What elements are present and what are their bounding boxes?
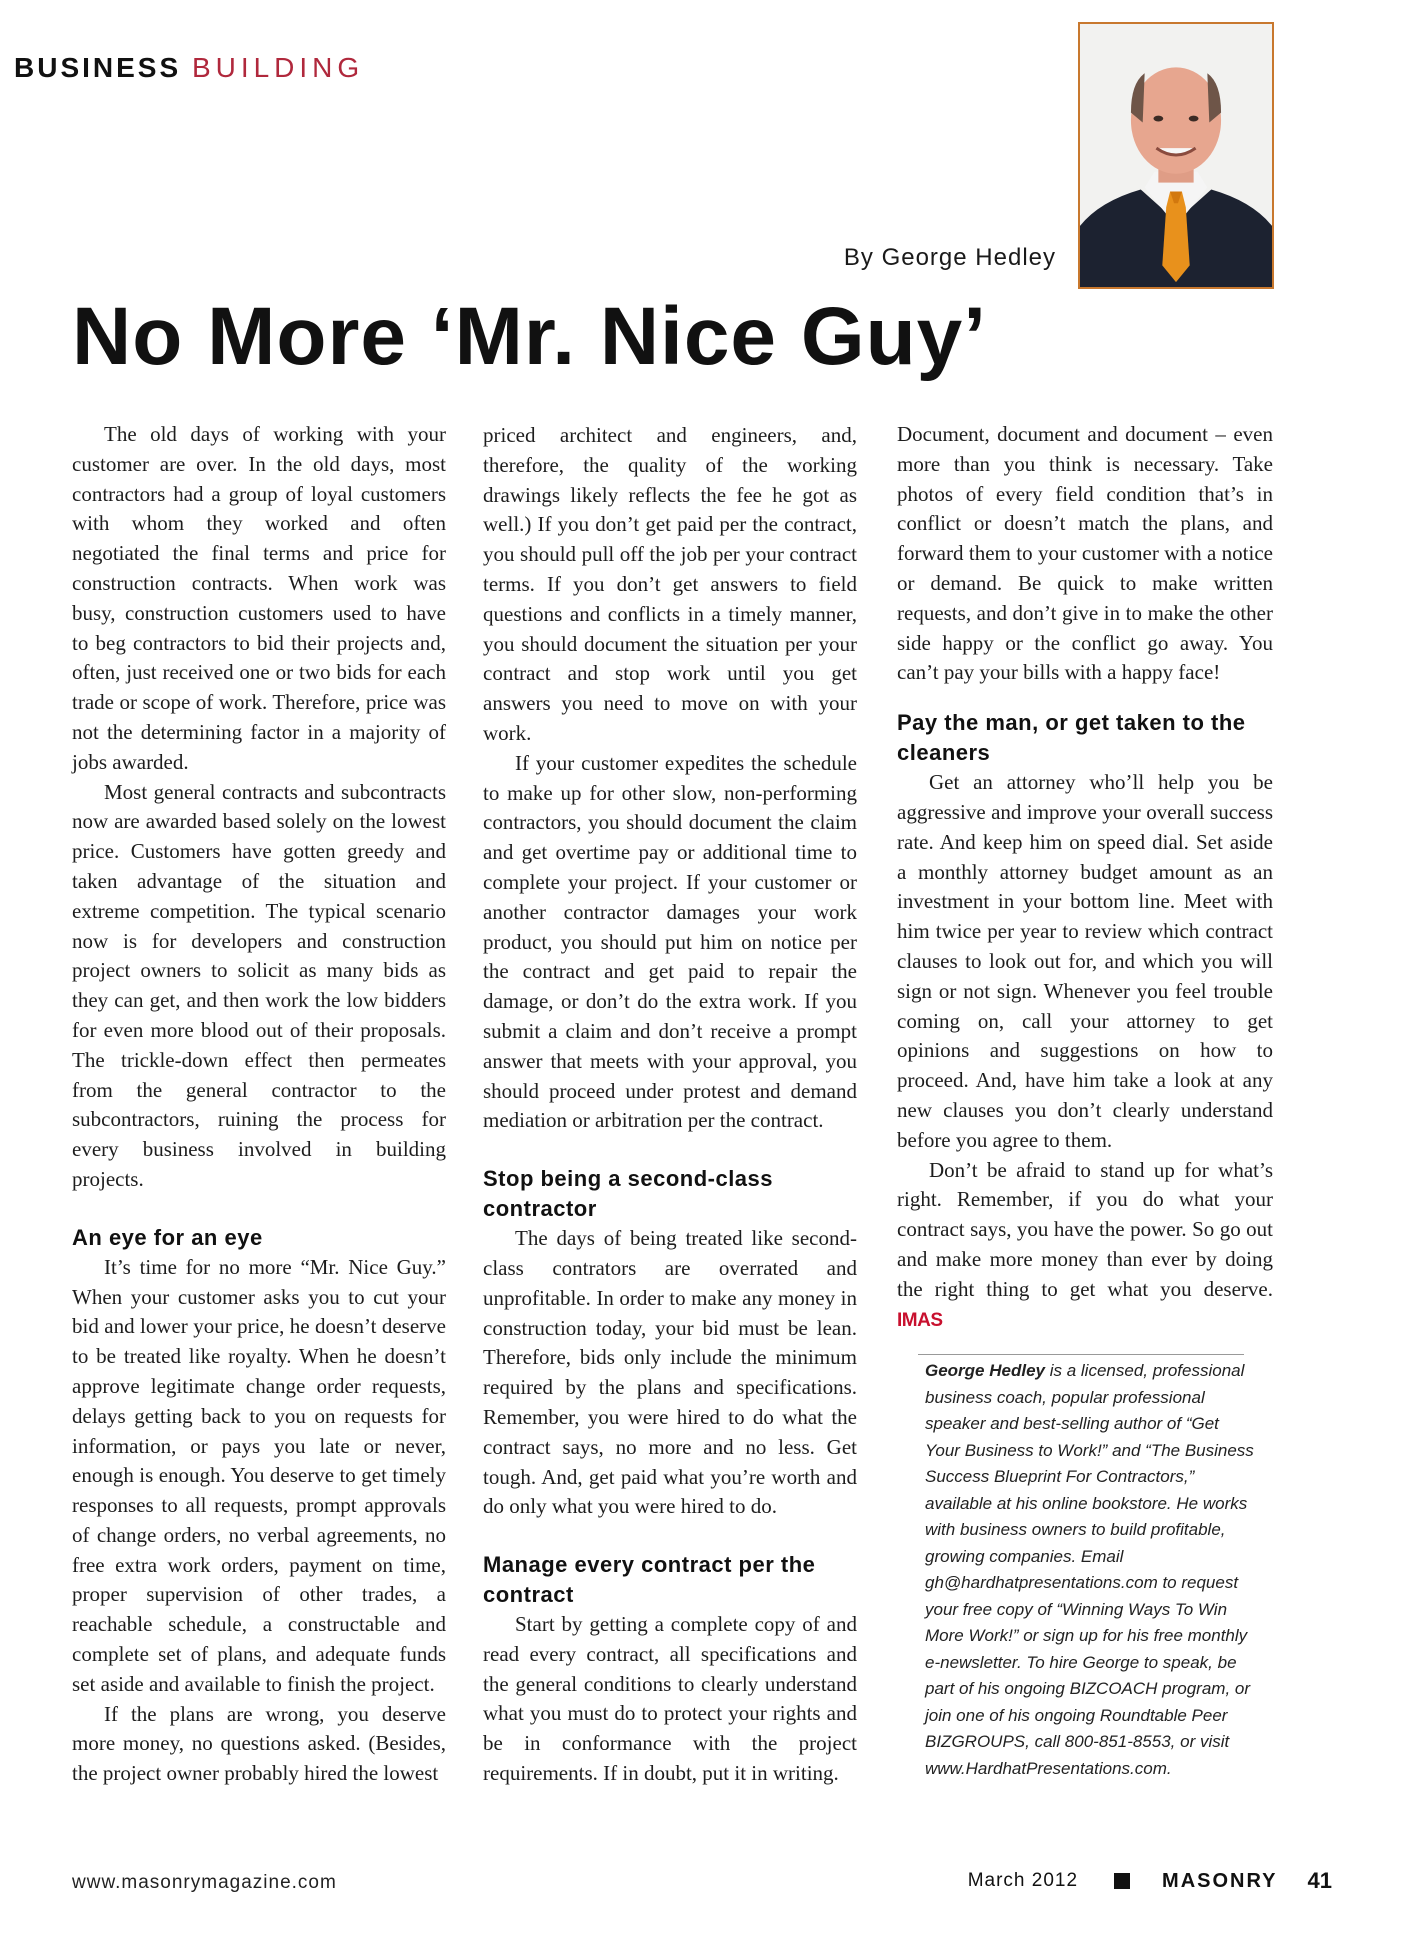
bio-text: is a licensed, professional business coach, popular professional speaker and best-selling author of “Get Your Business to Work!” and “The Business Success Blueprint For Contractors,” available at his online bookstore. He works with business owners to build profitable, growing companies. Email gh@hardhatpresentations.com to request your free copy of “Winning Ways To Win More Work!” or sign up for his free monthly e-newsletter. To hire George to speak, be part of his ongoing BIZCOACH program, or join one of his ongoing Roundtable Peer BIZGROUPS, call 800-851-8553, or visit www.HardhatPresentations.com.: [925, 1361, 1254, 1778]
square-separator-icon: [1114, 1873, 1130, 1889]
magazine-name: MASONRY: [1162, 1869, 1278, 1892]
bio-divider: [918, 1354, 1244, 1355]
closing-text: Don’t be afraid to stand up for what’s right. Remember, if you do what your contract says, you have the power. So go out and make more money than ever by doing the right thing to get what you deserve.: [897, 1157, 1273, 1301]
paragraph: Most general contracts and subcontracts now are awarded based solely on the lowest price. Customers have gotten greedy and taken advantage of the situation and extreme competition. The typical scenario now is for developers and construction project owners to solicit as many bids as they can get, and then work the low bidders for even more blood out of their proposals. The trickle-down effect then permeates from the general contractor to the subcontractors, ruining the process for every business involved in building projects.: [72, 779, 446, 1191]
column-2: [483, 421, 857, 1789]
author-photo: [1078, 22, 1274, 289]
column-1: [72, 420, 446, 1789]
byline: By George Hedley: [843, 244, 1056, 271]
paragraph: [897, 1156, 1273, 1336]
page-number: 41: [1307, 1868, 1332, 1893]
subheading: Manage every contract per the contract: [483, 1552, 816, 1608]
section-label: [14, 52, 364, 84]
paragraph: Document, document and document – even more than you think is necessary. Take photos of every field condition that’s in conflict or doesn’t match the plans, and forward them to your customer with a notice or demand. Be quick to make written requests, and don’t give in to make the other side happy or the conflict go away. You can’t pay your bills with a happy face!: [897, 422, 1273, 685]
paragraph: Get an attorney who’ll help you be aggressive and improve your overall success rate. And keep him on speed dial. Set aside a monthly attorney budget amount as an investment in your bottom line. Meet with him twice per year to review which contract clauses to look out for, and which you will sign or not sign. Whenever you feel trouble coming on, call your attorney to get opinions and suggestions on how to proceed. And, have him take a look at any new clauses you don’t clearly understand before you agree to them.: [897, 770, 1273, 1152]
paragraph: If the plans are wrong, you deserve more money, no questions asked. (Besides, the project owner probably hired the lowest: [72, 1701, 446, 1786]
headline: No More ‘Mr. Nice Guy’: [72, 291, 988, 382]
paragraph: priced architect and engineers, and, therefore, the quality of the working drawings likely reflects the fee he got as well.) If you don’t get paid per the contract, you should pull off the job per your contract terms. If you don’t get answers to field questions and conflicts in a timely manner, you should document the situation per your contract and stop work until you get answers you need to move on with your work.: [483, 423, 857, 745]
paragraph: If your customer expedites the schedule to make up for other slow, non-performing contractors, you should document the claim and get overtime pay or additional time to complete your project. If your customer or another contractor damages your work product, you should put him on notice per the contract and get paid to repair the damage, or don’t do the extra work. If you submit a claim and don’t receive a prompt answer that meets with your approval, you should proceed under protest and demand mediation or arbitration per the contract.: [483, 750, 857, 1133]
paragraph: It’s time for no more “Mr. Nice Guy.” When your customer asks you to cut your bid and lower your price, he doesn’t deserve to be treated like royalty. When he doesn’t approve legitimate change order requests, delays getting back to you on requests for information, or pays you late or never, enough is enough. You deserve to get timely responses to all requests, prompt approvals of change orders, no verbal agreements, no free extra work orders, payment on time, proper supervision of other trades, a reachable schedule, a constructable and complete set of plans, and adequate funds set aside and available to finish the project.: [72, 1254, 446, 1696]
paragraph: The old days of working with your customer are over. In the old days, most contractors had a group of loyal customers with whom they worked and often negotiated the final terms and price for construction contracts. When work was busy, construction customers used to have to beg contractors to bid their projects and, often, just received one or two bids for each trade or scope of work. Therefore, price was not the determining factor in a majority of jobs awarded.: [72, 422, 446, 774]
paragraph: Start by getting a complete copy of and read every contract, all specifications and the general conditions to clearly understand what you must do to protect your rights and be in conformance with the project requirements. If in doubt, put it in writing.: [483, 1612, 857, 1786]
subheading: Pay the man, or get taken to the cleaners: [897, 710, 1246, 766]
footer-meta: [968, 1868, 1332, 1894]
paragraph: The days of being treated like second-class contrators are overrated and unprofitable. In order to make any money in construction today, your bid must be lean. Therefore, bids only include the minimum required by the plans and specifications. Remember, you were hired to do what the contract says, no more and no less. Get tough. And, get paid what you’re worth and do only what you were hired to do.: [483, 1226, 857, 1519]
author-portrait-icon: [1080, 24, 1272, 287]
issue-date: March 2012: [967, 1870, 1079, 1891]
end-mark: IMAS: [897, 1309, 943, 1331]
section-label-business: BUSINESS: [14, 52, 182, 83]
subheading: Stop being a second-class contractor: [483, 1166, 774, 1222]
column-3: [897, 420, 1273, 1335]
subheading: An eye for an eye: [72, 1224, 263, 1250]
footer-url: www.masonrymagazine.com: [72, 1872, 337, 1893]
section-label-building: BUILDING: [191, 52, 365, 83]
author-bio: [925, 1358, 1255, 1782]
bio-name: George Hedley: [925, 1361, 1045, 1380]
